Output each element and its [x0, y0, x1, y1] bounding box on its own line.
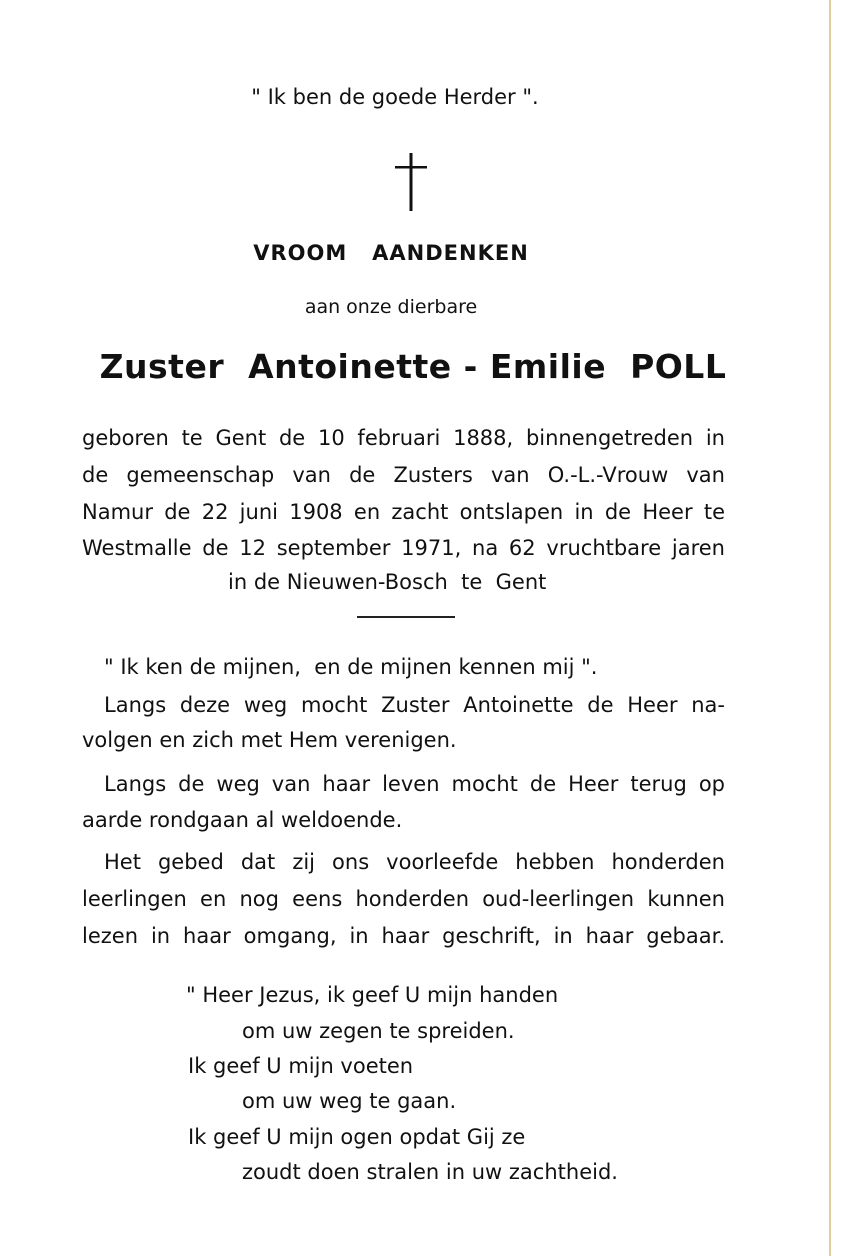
prayer-line: zoudt doen stralen in uw zachtheid. [242, 1160, 618, 1184]
paragraph-line: Langs de weg van haar leven mocht de Heer terug op [104, 772, 725, 796]
divider [357, 616, 455, 618]
card-fold-line [829, 0, 831, 1256]
bio-line: geboren te Gent de 10 februari 1888, binnengetreden in [82, 426, 725, 450]
paragraph-line: aarde rondgaan al weldoende. [82, 808, 403, 832]
prayer-line: om uw weg te gaan. [242, 1089, 457, 1113]
prayer-line: " Heer Jezus, ik geef U mijn handen [186, 983, 559, 1007]
quote: " Ik ken de mijnen, en de mijnen kennen mij ". [104, 655, 598, 679]
cross-icon [393, 153, 429, 211]
paragraph-line: leerlingen en nog eens honderden oud-leerlingen kunnen [82, 887, 725, 911]
bio-line: Westmalle de 12 september 1971, na 62 vruchtbare jaren [82, 536, 725, 560]
subheading: aan onze dierbare [304, 296, 478, 318]
bio-line: de gemeenschap van de Zusters van O.-L.-Vrouw van [82, 463, 725, 487]
paragraph-line: volgen en zich met Hem verenigen. [82, 728, 457, 752]
epigraph: " Ik ben de goede Herder ". [251, 85, 539, 109]
prayer-line: Ik geef U mijn ogen opdat Gij ze [188, 1125, 526, 1149]
paragraph-line: lezen in haar omgang, in haar geschrift, in haar gebaar. [82, 924, 725, 948]
heading: VROOM AANDENKEN [253, 241, 529, 265]
bio-line: Namur de 22 juni 1908 en zacht ontslapen in de Heer te [82, 500, 725, 524]
deceased-name: Zuster Antoinette - Emilie POLL [99, 347, 727, 386]
paragraph-line: Het gebed dat zij ons voorleefde hebben honderden [104, 850, 725, 874]
prayer-line: Ik geef U mijn voeten [188, 1054, 414, 1078]
bio-line: in de Nieuwen-Bosch te Gent [228, 570, 547, 594]
paragraph-line: Langs deze weg mocht Zuster Antoinette de Heer na- [104, 693, 725, 717]
prayer-line: om uw zegen te spreiden. [242, 1019, 515, 1043]
